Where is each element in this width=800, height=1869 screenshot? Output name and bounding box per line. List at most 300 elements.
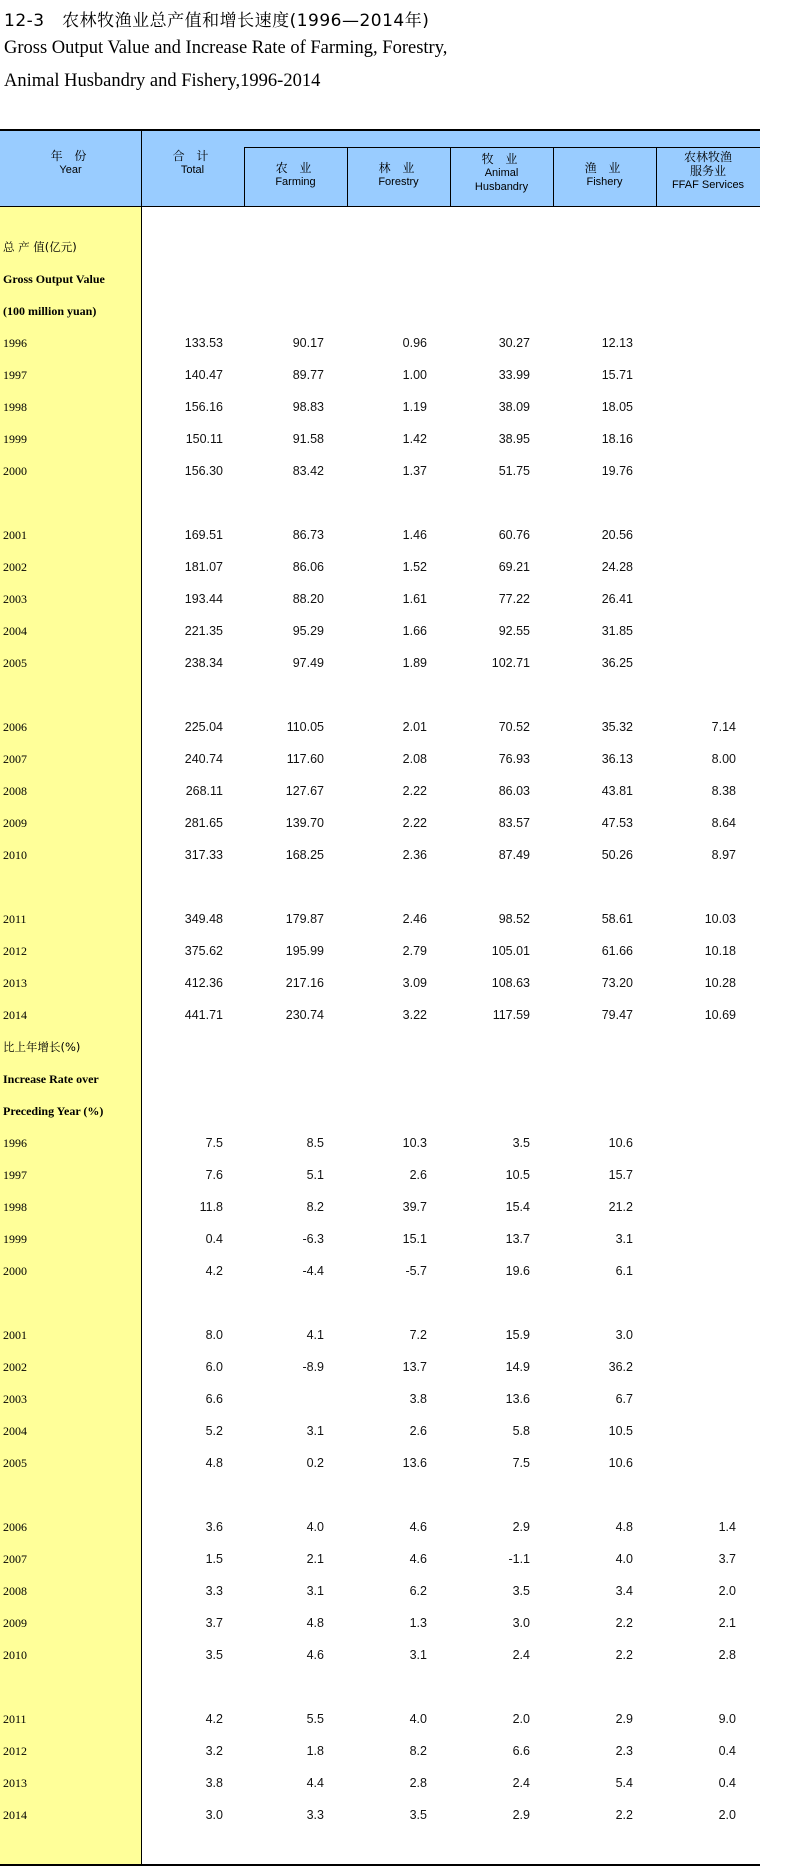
table-row — [0, 1191, 760, 1223]
year-cell: 2000 — [3, 1264, 27, 1278]
value-cell: 1.00 — [402, 368, 427, 382]
year-cell: 1996 — [3, 1136, 27, 1150]
value-cell: 95.29 — [292, 624, 324, 638]
value-cell: 2.46 — [402, 912, 427, 926]
value-cell: 2.1 — [718, 1616, 736, 1630]
value-cell: 36.25 — [601, 656, 633, 670]
value-cell: 168.25 — [285, 848, 324, 862]
header-farming-cn: 农 业 — [275, 161, 316, 175]
year-cell: 2007 — [3, 1552, 27, 1566]
value-cell: 2.9 — [512, 1808, 530, 1822]
value-cell: 1.5 — [205, 1552, 223, 1566]
year-cell: 2006 — [3, 1520, 27, 1534]
value-cell: 3.5 — [205, 1648, 223, 1662]
value-cell: 1.89 — [402, 656, 427, 670]
value-cell: 15.9 — [505, 1328, 530, 1342]
value-cell: 13.7 — [505, 1232, 530, 1246]
value-cell: 140.47 — [184, 368, 223, 382]
value-cell: 3.1 — [306, 1424, 324, 1438]
value-cell: 3.0 — [205, 1808, 223, 1822]
value-cell: 2.6 — [409, 1424, 427, 1438]
value-cell: 5.2 — [205, 1424, 223, 1438]
section-title-en-text: (100 million yuan) — [3, 304, 97, 318]
header-animal-husbandry — [450, 152, 553, 194]
table-row — [0, 1319, 760, 1351]
value-cell: 102.71 — [491, 656, 530, 670]
value-cell: 4.6 — [409, 1552, 427, 1566]
value-cell: 47.53 — [601, 816, 633, 830]
value-cell: 230.74 — [285, 1008, 324, 1022]
value-cell: 10.03 — [704, 912, 736, 926]
value-cell: 7.5 — [205, 1136, 223, 1150]
table-row — [0, 935, 760, 967]
value-cell: 2.4 — [512, 1776, 530, 1790]
value-cell: -5.7 — [405, 1264, 427, 1278]
value-cell: 105.01 — [491, 944, 530, 958]
value-cell: 4.6 — [306, 1648, 324, 1662]
year-cell: 1997 — [3, 1168, 27, 1182]
year-cell: 1996 — [3, 336, 27, 350]
header-total — [141, 149, 244, 177]
header-services — [656, 150, 760, 192]
data-table — [0, 129, 760, 1869]
value-cell: 1.3 — [409, 1616, 427, 1630]
value-cell: 4.8 — [205, 1456, 223, 1470]
year-cell: 2014 — [3, 1808, 27, 1822]
header-services-en: FFAF Services — [671, 179, 745, 191]
value-cell: 4.1 — [306, 1328, 324, 1342]
page-title-en-line2: Animal Husbandry and Fishery,1996-2014 — [4, 71, 321, 91]
value-cell: 2.6 — [409, 1168, 427, 1182]
value-cell: 6.6 — [205, 1392, 223, 1406]
value-cell: 15.71 — [601, 368, 633, 382]
value-cell: 3.1 — [409, 1648, 427, 1662]
value-cell: 15.1 — [402, 1232, 427, 1246]
section-title-en — [0, 263, 760, 295]
header-fishery — [553, 161, 656, 189]
section-title-en — [0, 295, 760, 327]
value-cell: 3.7 — [718, 1552, 736, 1566]
table-row — [0, 551, 760, 583]
year-cell: 2007 — [3, 752, 27, 766]
table-row — [0, 1543, 760, 1575]
year-cell: 2003 — [3, 592, 27, 606]
value-cell: 1.66 — [402, 624, 427, 638]
header-bottom-rule — [0, 206, 760, 207]
value-cell: 7.6 — [205, 1168, 223, 1182]
value-cell: 8.97 — [711, 848, 736, 862]
value-cell: 6.6 — [512, 1744, 530, 1758]
value-cell: 4.0 — [306, 1520, 324, 1534]
value-cell: 83.57 — [498, 816, 530, 830]
table-row — [0, 615, 760, 647]
value-cell: 2.36 — [402, 848, 427, 862]
year-cell: 2003 — [3, 1392, 27, 1406]
page-title-cn: 12-3 农林牧渔业总产值和增长速度(1996—2014年) — [4, 11, 430, 31]
value-cell: -4.4 — [302, 1264, 324, 1278]
value-cell: 1.42 — [402, 432, 427, 446]
value-cell: 195.99 — [285, 944, 324, 958]
year-cell: 2010 — [3, 1648, 27, 1662]
value-cell: 10.18 — [704, 944, 736, 958]
value-cell: 30.27 — [498, 336, 530, 350]
value-cell: 3.5 — [409, 1808, 427, 1822]
value-cell: 6.2 — [409, 1584, 427, 1598]
year-cell: 1999 — [3, 432, 27, 446]
value-cell: 0.4 — [718, 1744, 736, 1758]
value-cell: 88.20 — [292, 592, 324, 606]
value-cell: 76.93 — [498, 752, 530, 766]
section-title-en — [0, 1095, 760, 1127]
value-cell: 3.1 — [615, 1232, 633, 1246]
header-forestry-cn: 林 业 — [378, 161, 419, 175]
value-cell: 2.0 — [512, 1712, 530, 1726]
year-cell: 2004 — [3, 1424, 27, 1438]
value-cell: 117.60 — [286, 752, 324, 766]
value-cell: 3.0 — [615, 1328, 633, 1342]
value-cell: 193.44 — [184, 592, 223, 606]
value-cell: 6.0 — [205, 1360, 223, 1374]
value-cell: 6.1 — [615, 1264, 633, 1278]
value-cell: 1.19 — [402, 400, 427, 414]
year-cell: 2014 — [3, 1008, 27, 1022]
value-cell: 317.33 — [184, 848, 223, 862]
value-cell: 10.28 — [704, 976, 736, 990]
value-cell: 133.53 — [184, 336, 223, 350]
value-cell: 10.5 — [505, 1168, 530, 1182]
value-cell: 3.8 — [409, 1392, 427, 1406]
value-cell: 77.22 — [498, 592, 530, 606]
value-cell: 5.4 — [615, 1776, 633, 1790]
year-cell: 2000 — [3, 464, 27, 478]
value-cell: 2.0 — [718, 1584, 736, 1598]
value-cell: 0.4 — [718, 1776, 736, 1790]
value-cell: 70.52 — [498, 720, 530, 734]
value-cell: 43.81 — [601, 784, 633, 798]
value-cell: 21.2 — [608, 1200, 633, 1214]
value-cell: 2.08 — [402, 752, 427, 766]
value-cell: 38.09 — [498, 400, 530, 414]
value-cell: 2.8 — [409, 1776, 427, 1790]
year-cell: 2001 — [3, 528, 27, 542]
value-cell: 61.66 — [601, 944, 633, 958]
value-cell: 10.6 — [608, 1456, 633, 1470]
value-cell: 33.99 — [498, 368, 530, 382]
table-row — [0, 359, 760, 391]
value-cell: 12.13 — [601, 336, 633, 350]
value-cell: 92.55 — [498, 624, 530, 638]
table-row — [0, 1607, 760, 1639]
table-row — [0, 743, 760, 775]
value-cell: 3.09 — [402, 976, 427, 990]
table-row — [0, 455, 760, 487]
value-cell: 1.61 — [402, 592, 427, 606]
value-cell: 3.5 — [512, 1584, 530, 1598]
value-cell: 221.35 — [184, 624, 223, 638]
year-cell: 2012 — [3, 1744, 27, 1758]
table-row — [0, 423, 760, 455]
section-title-en-text: Preceding Year (%) — [3, 1104, 104, 1118]
header-fishery-cn: 渔 业 — [584, 161, 625, 175]
table-row — [0, 1127, 760, 1159]
year-cell: 2006 — [3, 720, 27, 734]
value-cell: 8.5 — [306, 1136, 324, 1150]
value-cell: 0.96 — [402, 336, 427, 350]
header-year-cn: 年 份 — [50, 149, 91, 163]
year-cell: 2005 — [3, 1456, 27, 1470]
value-cell: 89.77 — [292, 368, 324, 382]
table-bottom-rule — [0, 1864, 760, 1866]
value-cell: 5.1 — [306, 1168, 324, 1182]
value-cell: 19.76 — [601, 464, 633, 478]
value-cell: 8.38 — [711, 784, 736, 798]
value-cell: 3.8 — [205, 1776, 223, 1790]
value-cell: 87.49 — [498, 848, 530, 862]
value-cell: 38.95 — [498, 432, 530, 446]
header-forestry — [347, 161, 450, 189]
table-row — [0, 775, 760, 807]
value-cell: 60.76 — [498, 528, 530, 542]
table-row — [0, 583, 760, 615]
value-cell: 2.0 — [718, 1808, 736, 1822]
value-cell: 110.05 — [286, 720, 324, 734]
table-row — [0, 1223, 760, 1255]
table-row — [0, 1639, 760, 1671]
value-cell: 10.5 — [608, 1424, 633, 1438]
header-total-en: Total — [180, 164, 205, 176]
table-row — [0, 519, 760, 551]
value-cell: 349.48 — [184, 912, 223, 926]
value-cell: 90.17 — [292, 336, 324, 350]
value-cell: 2.01 — [402, 720, 427, 734]
value-cell: 15.4 — [505, 1200, 530, 1214]
value-cell: 412.36 — [184, 976, 223, 990]
value-cell: 4.6 — [409, 1520, 427, 1534]
page-title-en-line1: Gross Output Value and Increase Rate of Farming, Forestry, — [4, 38, 448, 58]
value-cell: 2.2 — [615, 1616, 633, 1630]
table-row — [0, 967, 760, 999]
value-cell: 179.87 — [285, 912, 324, 926]
header-fishery-en: Fishery — [586, 176, 623, 188]
year-cell: 2008 — [3, 784, 27, 798]
value-cell: 217.16 — [285, 976, 324, 990]
value-cell: -8.9 — [302, 1360, 324, 1374]
value-cell: 2.79 — [402, 944, 427, 958]
value-cell: 4.0 — [409, 1712, 427, 1726]
year-cell: 2012 — [3, 944, 27, 958]
value-cell: 108.63 — [491, 976, 530, 990]
table-row — [0, 999, 760, 1031]
year-cell: 2002 — [3, 560, 27, 574]
value-cell: 2.22 — [402, 816, 427, 830]
year-cell: 2011 — [3, 912, 27, 926]
value-cell: 3.7 — [205, 1616, 223, 1630]
value-cell: 13.7 — [402, 1360, 427, 1374]
table-row — [0, 1415, 760, 1447]
value-cell: 4.0 — [615, 1552, 633, 1566]
table-row — [0, 1767, 760, 1799]
year-cell: 2009 — [3, 1616, 27, 1630]
value-cell: 1.37 — [402, 464, 427, 478]
value-cell: 3.5 — [512, 1136, 530, 1150]
value-cell: 1.8 — [306, 1744, 324, 1758]
value-cell: 15.7 — [608, 1168, 633, 1182]
value-cell: 51.75 — [498, 464, 530, 478]
year-cell: 2009 — [3, 816, 27, 830]
table-row — [0, 1735, 760, 1767]
value-cell: 2.2 — [615, 1808, 633, 1822]
value-cell: 3.1 — [306, 1584, 324, 1598]
value-cell: 7.14 — [711, 720, 736, 734]
value-cell: 2.8 — [718, 1648, 736, 1662]
year-cell: 2004 — [3, 624, 27, 638]
value-cell: 14.9 — [505, 1360, 530, 1374]
value-cell: 9.0 — [718, 1712, 736, 1726]
year-cell: 2005 — [3, 656, 27, 670]
value-cell: 375.62 — [184, 944, 223, 958]
value-cell: 8.00 — [711, 752, 736, 766]
header-farming-en: Farming — [275, 176, 316, 188]
value-cell: 3.22 — [402, 1008, 427, 1022]
value-cell: 2.2 — [615, 1648, 633, 1662]
value-cell: 181.07 — [184, 560, 223, 574]
value-cell: 5.5 — [306, 1712, 324, 1726]
year-cell: 2008 — [3, 1584, 27, 1598]
value-cell: 26.41 — [601, 592, 633, 606]
value-cell: 139.70 — [285, 816, 324, 830]
year-cell: 1998 — [3, 1200, 27, 1214]
value-cell: 3.3 — [205, 1584, 223, 1598]
year-cell: 2013 — [3, 1776, 27, 1790]
value-cell: 39.7 — [402, 1200, 427, 1214]
year-cell: 2011 — [3, 1712, 27, 1726]
table-row — [0, 903, 760, 935]
value-cell: 24.28 — [601, 560, 633, 574]
section-title-en — [0, 1063, 760, 1095]
section-title-cn-text: 总 产 值(亿元) — [3, 240, 77, 254]
value-cell: 98.83 — [292, 400, 324, 414]
value-cell: 6.7 — [615, 1392, 633, 1406]
value-cell: 268.11 — [185, 784, 223, 798]
header-animal-en1: Animal — [484, 167, 519, 179]
section-title-cn — [0, 1031, 760, 1063]
value-cell: 4.4 — [306, 1776, 324, 1790]
value-cell: 3.4 — [615, 1584, 633, 1598]
value-cell: 31.85 — [601, 624, 633, 638]
table-row — [0, 327, 760, 359]
header-year-en: Year — [59, 164, 82, 176]
value-cell: 20.56 — [601, 528, 633, 542]
header-year — [0, 149, 141, 177]
value-cell: 127.67 — [285, 784, 324, 798]
value-cell: 86.06 — [292, 560, 324, 574]
value-cell: 86.73 — [292, 528, 324, 542]
header-animal-cn: 牧 业 — [481, 152, 522, 166]
header-animal-en2: Husbandry — [474, 181, 529, 193]
value-cell: -6.3 — [302, 1232, 324, 1246]
value-cell: 281.65 — [184, 816, 223, 830]
value-cell: 2.1 — [306, 1552, 324, 1566]
table-row — [0, 1799, 760, 1831]
value-cell: 91.58 — [292, 432, 324, 446]
value-cell: -1.1 — [508, 1552, 530, 1566]
value-cell: 240.74 — [184, 752, 223, 766]
section-title-cn-text: 比上年增长(%) — [3, 1040, 81, 1054]
value-cell: 7.2 — [409, 1328, 427, 1342]
value-cell: 441.71 — [184, 1008, 223, 1022]
value-cell: 3.6 — [205, 1520, 223, 1534]
value-cell: 4.8 — [615, 1520, 633, 1534]
value-cell: 2.4 — [512, 1648, 530, 1662]
table-row — [0, 1447, 760, 1479]
value-cell: 83.42 — [292, 464, 324, 478]
table-top-rule — [0, 129, 760, 131]
value-cell: 4.8 — [306, 1616, 324, 1630]
value-cell: 73.20 — [601, 976, 633, 990]
value-cell: 10.3 — [402, 1136, 427, 1150]
value-cell: 18.05 — [601, 400, 633, 414]
table-row — [0, 807, 760, 839]
table-row — [0, 1159, 760, 1191]
value-cell: 4.2 — [205, 1712, 223, 1726]
value-cell: 36.2 — [608, 1360, 633, 1374]
year-cell: 1998 — [3, 400, 27, 414]
value-cell: 86.03 — [498, 784, 530, 798]
year-cell: 1999 — [3, 1232, 27, 1246]
header-services-cn2: 服务业 — [689, 164, 726, 178]
value-cell: 156.30 — [184, 464, 223, 478]
value-cell: 19.6 — [505, 1264, 530, 1278]
subheader-rule — [244, 147, 760, 148]
value-cell: 156.16 — [184, 400, 223, 414]
value-cell: 98.52 — [498, 912, 530, 926]
table-row — [0, 1351, 760, 1383]
value-cell: 2.9 — [615, 1712, 633, 1726]
value-cell: 4.2 — [205, 1264, 223, 1278]
value-cell: 150.11 — [185, 432, 223, 446]
section-title-cn — [0, 231, 760, 263]
value-cell: 117.59 — [492, 1008, 530, 1022]
year-cell: 2001 — [3, 1328, 27, 1342]
value-cell: 50.26 — [601, 848, 633, 862]
value-cell: 169.51 — [184, 528, 223, 542]
value-cell: 3.2 — [205, 1744, 223, 1758]
value-cell: 3.3 — [306, 1808, 324, 1822]
value-cell: 2.9 — [512, 1520, 530, 1534]
value-cell: 238.34 — [184, 656, 223, 670]
value-cell: 8.64 — [711, 816, 736, 830]
table-row — [0, 711, 760, 743]
section-title-en-text: Increase Rate over — [3, 1072, 99, 1086]
table-row — [0, 647, 760, 679]
header-farming — [244, 161, 347, 189]
value-cell: 3.0 — [512, 1616, 530, 1630]
value-cell: 8.2 — [306, 1200, 324, 1214]
value-cell: 58.61 — [601, 912, 633, 926]
table-row — [0, 1255, 760, 1287]
header-forestry-en: Forestry — [378, 176, 419, 188]
value-cell: 79.47 — [601, 1008, 633, 1022]
value-cell: 35.32 — [601, 720, 633, 734]
table-row — [0, 391, 760, 423]
value-cell: 13.6 — [505, 1392, 530, 1406]
section-title-en-text: Gross Output Value — [3, 272, 105, 286]
value-cell: 18.16 — [601, 432, 633, 446]
value-cell: 10.6 — [608, 1136, 633, 1150]
header-total-cn: 合 计 — [172, 149, 213, 163]
year-cell: 2013 — [3, 976, 27, 990]
value-cell: 1.4 — [718, 1520, 736, 1534]
